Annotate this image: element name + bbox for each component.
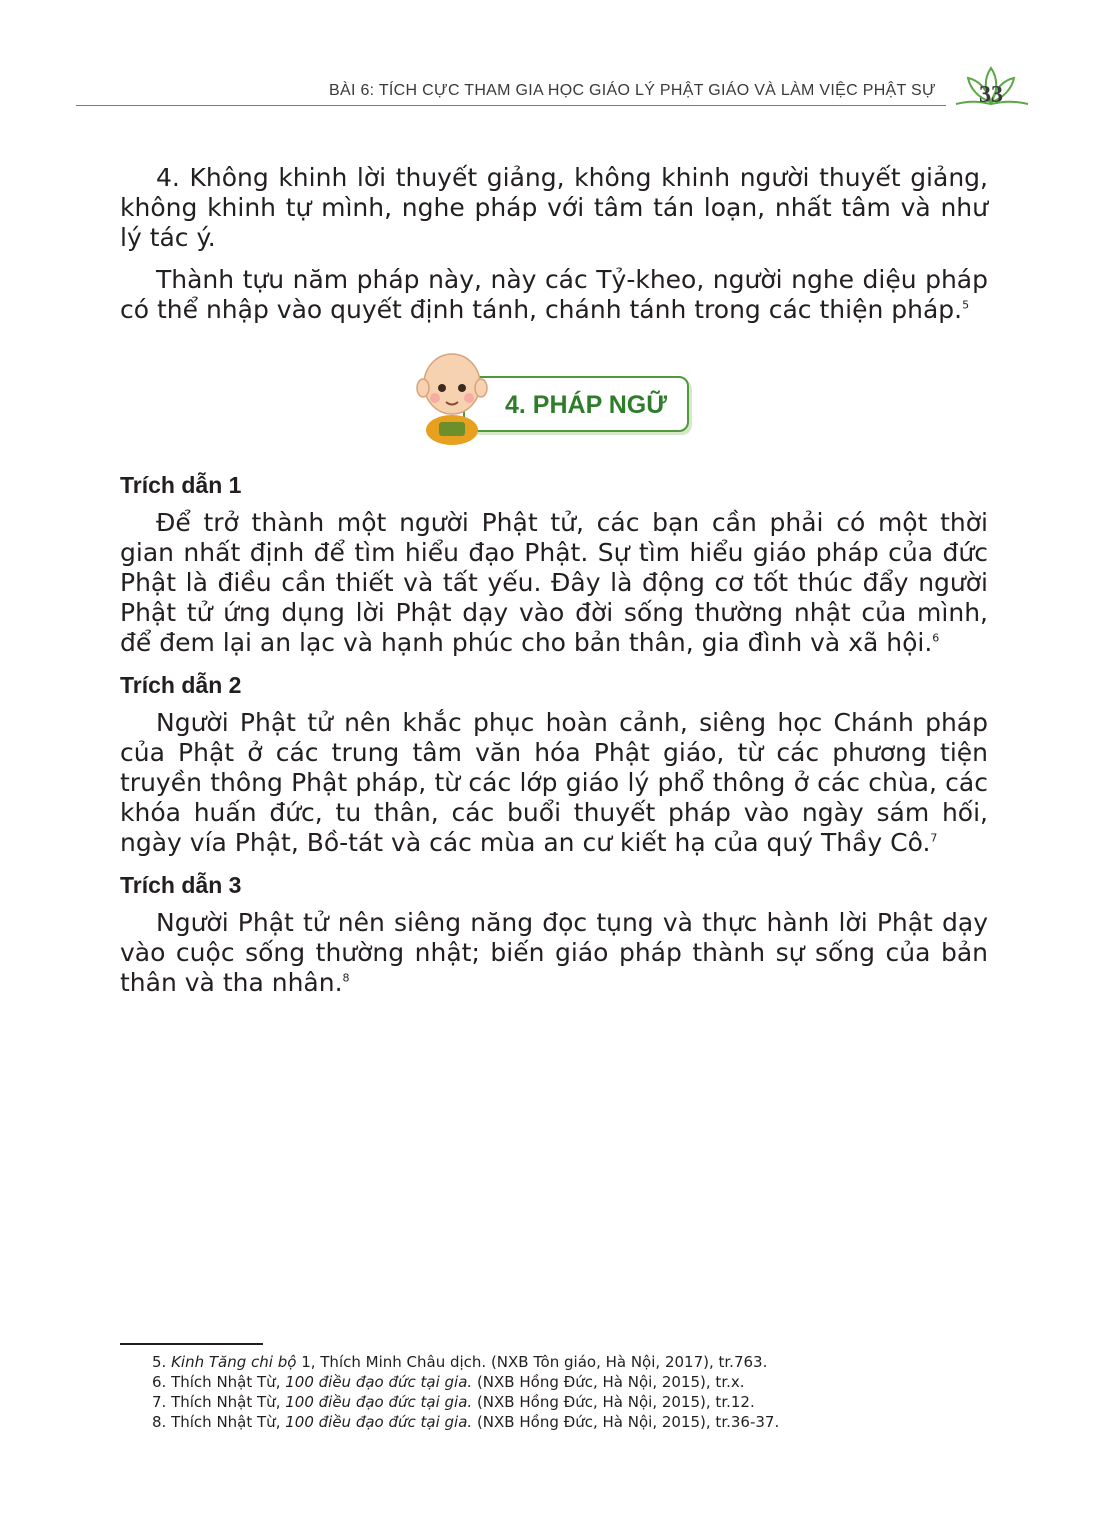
quote-text: Người Phật tử nên siêng năng đọc tụng và thực hành lời Phật dạy vào cuộc sống thường nhật; biến giáo pháp thành sự sống của bản thân và tha nhân.$^8$ xyxy=(120,908,988,997)
footnote-ref: 8 xyxy=(342,971,350,985)
intro-text xyxy=(120,163,988,337)
intro-paragraph-1: 4. Không khinh lời thuyết giảng, không khinh người thuyết giảng, không khinh tự mình, nghe pháp với tâm tán loạn, nhất tâm và như lý tác ý. xyxy=(120,163,988,252)
footnote-ref: 5 xyxy=(962,298,970,312)
quotes-section xyxy=(120,470,988,1010)
header-rule xyxy=(76,105,946,106)
footnote: 5. Kinh Tăng chi bộ 1, Thích Minh Châu dịch. (NXB Tôn giáo, Hà Nội, 2017), tr.763. xyxy=(152,1353,768,1371)
section-title: 4. PHÁP NGỮ xyxy=(505,391,667,419)
quote-text: Để trở thành một người Phật tử, các bạn cần phải có một thời gian nhất định để tìm hiểu đạo Phật. Sự tìm hiểu giáo pháp của đức Phật là điều cần thiết và tất yếu. Đây là động cơ tốt thúc đẩy người Phật tử ứng dụng lời Phật dạy vào đời sống thường nhật của mình, để đem lại an lạc và hạnh phúc cho bản thân, gia đình và xã hội.$^6$ xyxy=(120,508,988,657)
footnote-ref: 6 xyxy=(932,631,940,645)
intro-paragraph-2: Thành tựu năm pháp này, này các Tỷ-kheo, người nghe diệu pháp có thể nhập vào quyết định tánh, chánh tánh trong các thiện pháp.$^5$ xyxy=(120,265,988,324)
page-number: 33 xyxy=(979,82,1003,108)
footnote-divider xyxy=(120,1343,263,1345)
quote-title: Trích dẫn 1 xyxy=(120,472,242,498)
quote-title: Trích dẫn 2 xyxy=(120,672,242,698)
footnotes xyxy=(152,1352,972,1432)
quote-title: Trích dẫn 3 xyxy=(120,872,242,898)
page-number-ornament xyxy=(946,60,1036,120)
footnote: 7. Thích Nhật Từ, 100 điều đạo đức tại gia. (NXB Hồng Đức, Hà Nội, 2015), tr.12. xyxy=(152,1393,755,1411)
monk-mascot-icon xyxy=(415,348,489,448)
chapter-title: BÀI 6: TÍCH CỰC THAM GIA HỌC GIÁO LÝ PHẬT GIÁO VÀ LÀM VIỆC PHẬT SỰ xyxy=(329,82,936,99)
page-header xyxy=(0,60,1106,120)
section-heading xyxy=(415,348,695,448)
footnote: 8. Thích Nhật Từ, 100 điều đạo đức tại gia. (NXB Hồng Đức, Hà Nội, 2015), tr.36-37. xyxy=(152,1413,780,1431)
quote-text: Người Phật tử nên khắc phục hoàn cảnh, siêng học Chánh pháp của Phật ở các trung tâm văn hóa Phật giáo, từ các phương tiện truyền thông Phật pháp, từ các lớp giáo lý phổ thông ở các chùa, các khóa huấn đức, tu thân, các buổi thuyết pháp vào ngày sám hối, ngày vía Phật, Bồ-tát và các mùa an cư kiết hạ của quý Thầy Cô.$^7$ xyxy=(120,708,988,857)
footnote: 6. Thích Nhật Từ, 100 điều đạo đức tại gia. (NXB Hồng Đức, Hà Nội, 2015), tr.x. xyxy=(152,1373,745,1391)
footnote-ref: 7 xyxy=(930,831,938,845)
section-title-box xyxy=(463,376,689,432)
